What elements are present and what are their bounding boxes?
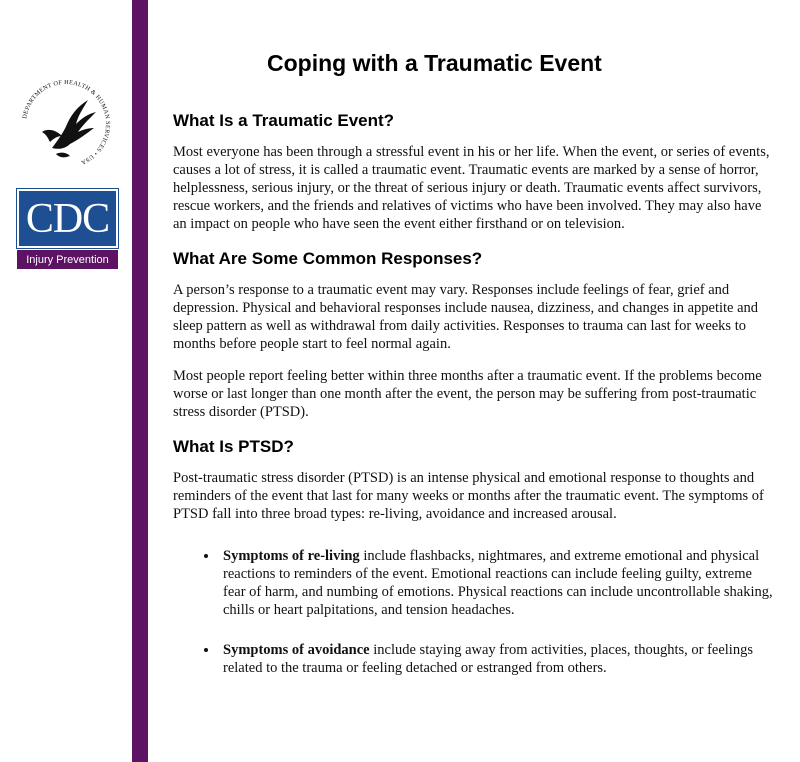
hhs-ring-text: DEPARTMENT OF HEALTH & HUMAN SERVICES • USA xyxy=(21,78,112,166)
section-common-responses xyxy=(173,249,773,421)
section-heading: What Is a Traumatic Event? xyxy=(173,111,395,130)
hhs-seal-logo xyxy=(12,70,120,178)
list-item-bold: Symptoms of re-living xyxy=(223,548,360,564)
eagle-icon xyxy=(42,100,96,157)
svg-text:DEPARTMENT OF HEALTH & HUMAN S xyxy=(21,79,111,166)
section-heading: What Are Some Common Responses? xyxy=(173,249,483,268)
section-traumatic-event xyxy=(173,111,773,233)
list-item-bold: Symptoms of avoidance xyxy=(223,642,370,658)
list-item xyxy=(219,641,773,677)
page-title: Coping with a Traumatic Event xyxy=(267,50,602,76)
cdc-logo-text: CDC xyxy=(17,189,118,248)
section-heading: What Is PTSD? xyxy=(173,437,294,456)
section-paragraph: A person’s response to a traumatic event may vary. Responses include feelings of fear, grief and depression. Physical and behavioral responses include nausea, dizziness, and changes in appetite and sleep pattern as well as withdrawal from daily activities. Responses to trauma can last for weeks to months before people start to feel normal again. xyxy=(173,282,759,352)
sidebar-accent-bar xyxy=(132,0,148,762)
cdc-logo xyxy=(17,189,118,269)
list-item-text: include flashbacks, nightmares, and extreme emotional and physical reactions to reminders of the event. Emotional reactions can include feeling guilty, extreme fear of harm, and numbing of emotions. Physical reactions can include uncontrollable shaking, chills or heart palpitations, and tension headaches. xyxy=(223,548,773,618)
document-body xyxy=(173,50,773,699)
cdc-logo-subtitle: Injury Prevention xyxy=(17,250,118,269)
section-paragraph: Most everyone has been through a stressful event in his or her life. When the event, or series of events, causes a lot of stress, it is called a traumatic event. Traumatic events are marked by a sense of horror, helplessness, serious injury, or the threat of serious injury or death. Traumatic events affect survivors, rescue workers, and the friends and relatives of victims who have been involved. They may also have an impact on people who have seen the event either firsthand or on television. xyxy=(173,144,770,232)
symptom-list xyxy=(173,547,773,677)
section-paragraph: Post-traumatic stress disorder (PTSD) is an intense physical and emotional response to thoughts and reminders of the event that last for many weeks or months after the traumatic event. The symptoms of PTSD fall into three broad types: re-living, avoidance and increased arousal. xyxy=(173,470,764,522)
list-item xyxy=(219,547,773,619)
list-item-text: include staying away from activities, places, thoughts, or feelings related to the trauma or feeling detached or estranged from others. xyxy=(223,642,753,676)
section-paragraph: Most people report feeling better within three months after a traumatic event. If the problems become worse or last longer than one month after the event, the person may be suffering from post-traumatic stress disorder (PTSD). xyxy=(173,368,762,420)
section-what-is-ptsd xyxy=(173,437,773,677)
